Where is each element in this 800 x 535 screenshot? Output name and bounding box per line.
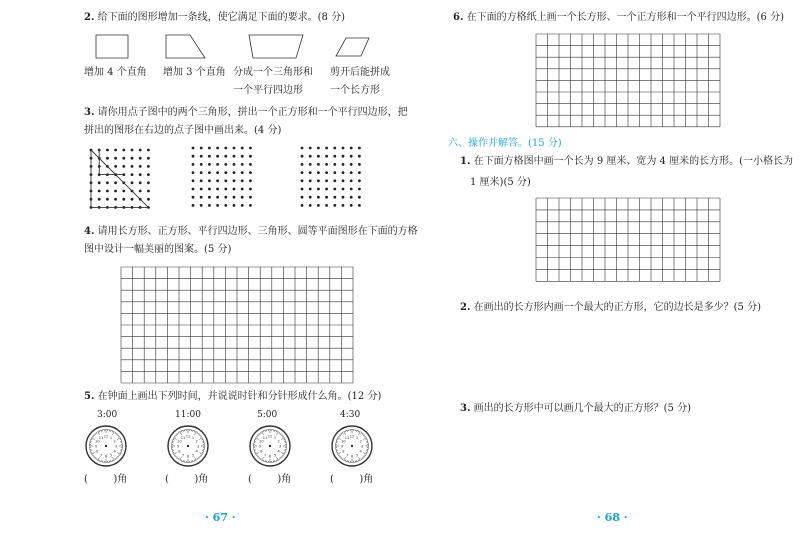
caption-4-line2: 一个长方形 xyxy=(330,85,380,96)
clock-center xyxy=(187,445,189,447)
clock-numeral: 9 xyxy=(258,444,262,449)
answer-2: ( )角 xyxy=(165,474,209,485)
caption-4: 剪开后能拼成 xyxy=(330,67,390,78)
clock-numeral: 1 xyxy=(355,435,359,440)
clock-numeral: 4 xyxy=(195,449,198,454)
clock-numeral: 11 xyxy=(98,435,104,440)
clock-faces xyxy=(0,0,400,480)
clock-numeral: 2 xyxy=(113,439,116,444)
answer-3: ( )角 xyxy=(248,474,292,485)
clock-time-4: 4:30 xyxy=(340,410,361,420)
section-score: (15 分) xyxy=(528,138,562,149)
clock-numeral: 9 xyxy=(340,444,344,449)
clock-numeral: 4 xyxy=(113,449,116,454)
clock-time-2: 11:00 xyxy=(175,410,201,420)
question-text: 给下面的图形增加一条线，使它满足下面的要求。(8 分) xyxy=(97,12,345,23)
question-text: 在下面方格图中画一个长为 9 厘米、宽为 4 厘米的长方形。(一小格长为 xyxy=(473,156,793,167)
question-number: 2. xyxy=(460,302,471,313)
clock-numeral: 7 xyxy=(263,453,267,458)
clock-numeral: 1 xyxy=(109,435,113,440)
clock-center xyxy=(105,445,107,447)
clock-numeral: 11 xyxy=(262,435,268,440)
clock-numeral: 7 xyxy=(99,453,103,458)
clock-numeral: 3 xyxy=(360,444,364,449)
clock-numeral: 3 xyxy=(278,444,282,449)
page-number: · 68 · xyxy=(597,511,628,524)
clock-numeral: 12 xyxy=(349,434,355,439)
clock-center xyxy=(269,445,271,447)
clock-numeral: 12 xyxy=(185,434,191,439)
clock-numeral: 10 xyxy=(341,439,346,444)
clock-numeral: 6 xyxy=(104,454,108,459)
clock-numeral: 3 xyxy=(114,444,118,449)
question-text: 请用长方形、正方形、平行四边形、三角形、圆等平面图形在下面的方格 xyxy=(97,226,418,237)
clock-center xyxy=(351,445,353,447)
caption-1: 增加 4 个直角 xyxy=(84,67,147,78)
clock-time-1: 3:00 xyxy=(97,410,118,420)
clock-numeral: 2 xyxy=(359,439,362,444)
clock-numeral: 10 xyxy=(259,439,264,444)
clock-numeral: 6 xyxy=(268,454,272,459)
question-text: 在画出的长方形内画一个最大的正方形，它的边长是多少？(5 分) xyxy=(473,302,761,313)
clock-numeral: 8 xyxy=(178,449,181,454)
caption-2: 增加 3 个直角 xyxy=(163,67,226,78)
clock-numeral: 9 xyxy=(94,444,98,449)
clock-numeral: 8 xyxy=(96,449,99,454)
clock-numeral: 6 xyxy=(350,454,354,459)
clock-numeral: 7 xyxy=(345,453,349,458)
question-number: 1. xyxy=(460,156,471,167)
sub-question-2 xyxy=(460,301,761,314)
clock-numeral: 7 xyxy=(181,453,185,458)
clock-numeral: 5 xyxy=(273,453,277,458)
clock-numeral: 1 xyxy=(273,435,277,440)
clock-face-2 xyxy=(168,426,208,466)
question-3-line2: 拼出的图形在右边的点子图中画出来。(4 分) xyxy=(84,125,282,136)
clock-numeral: 3 xyxy=(196,444,200,449)
answer-4: ( )角 xyxy=(330,474,374,485)
question-number: 5. xyxy=(84,391,95,402)
clock-face-4 xyxy=(332,426,372,466)
clock-numeral: 8 xyxy=(342,449,345,454)
section-title: 六、操作并解答。 xyxy=(448,138,528,149)
clock-numeral: 10 xyxy=(177,439,182,444)
clock-face-3 xyxy=(250,426,290,466)
question-text: 画出的长方形中可以画几个最大的正方形？(5 分) xyxy=(473,403,691,414)
clock-numeral: 10 xyxy=(95,439,100,444)
sub-question-3 xyxy=(460,402,691,415)
question-number: 3. xyxy=(84,107,95,118)
clock-numeral: 11 xyxy=(180,435,186,440)
sub-question-1-line2: 1 厘米)(5 分) xyxy=(470,177,531,188)
clock-numeral: 4 xyxy=(277,449,280,454)
question-text: 在钟面上画出下列时间，并说说时针和分针形成什么角。(12 分) xyxy=(97,391,382,402)
clock-numeral: 12 xyxy=(103,434,109,439)
clock-numeral: 2 xyxy=(277,439,280,444)
rectangle-grid xyxy=(400,0,800,300)
clock-numeral: 5 xyxy=(109,453,113,458)
clock-face-1 xyxy=(86,426,126,466)
right-page xyxy=(400,0,800,535)
caption-3: 分成一个三角形和 xyxy=(233,67,313,78)
question-number: 3. xyxy=(460,403,471,414)
clock-numeral: 12 xyxy=(267,434,273,439)
clock-numeral: 5 xyxy=(191,453,195,458)
clock-numeral: 5 xyxy=(355,453,359,458)
question-number: 6. xyxy=(453,12,464,23)
clock-numeral: 8 xyxy=(260,449,263,454)
clock-time-3: 5:00 xyxy=(257,410,278,420)
question-number: 2. xyxy=(84,12,95,23)
clock-numeral: 2 xyxy=(195,439,198,444)
clock-numeral: 6 xyxy=(186,454,190,459)
page-number: · 67 · xyxy=(205,511,236,524)
clock-numeral: 1 xyxy=(191,435,195,440)
question-text: 在下面的方格纸上画一个长方形、一个正方形和一个平行四边形。(6 分) xyxy=(466,12,784,23)
question-number: 4. xyxy=(84,226,95,237)
clock-numeral: 9 xyxy=(176,444,180,449)
question-text: 请你用点子图中的两个三角形，拼出一个正方形和一个平行四边形，把 xyxy=(97,107,408,118)
question-4-line2: 图中设计一幅美丽的图案。(5 分) xyxy=(84,244,232,255)
rect-grid-lines xyxy=(536,198,720,281)
caption-3-line2: 一个平行四边形 xyxy=(233,85,303,96)
answer-1: ( )角 xyxy=(84,474,128,485)
clock-numeral: 11 xyxy=(344,435,350,440)
clock-numeral: 4 xyxy=(359,449,362,454)
